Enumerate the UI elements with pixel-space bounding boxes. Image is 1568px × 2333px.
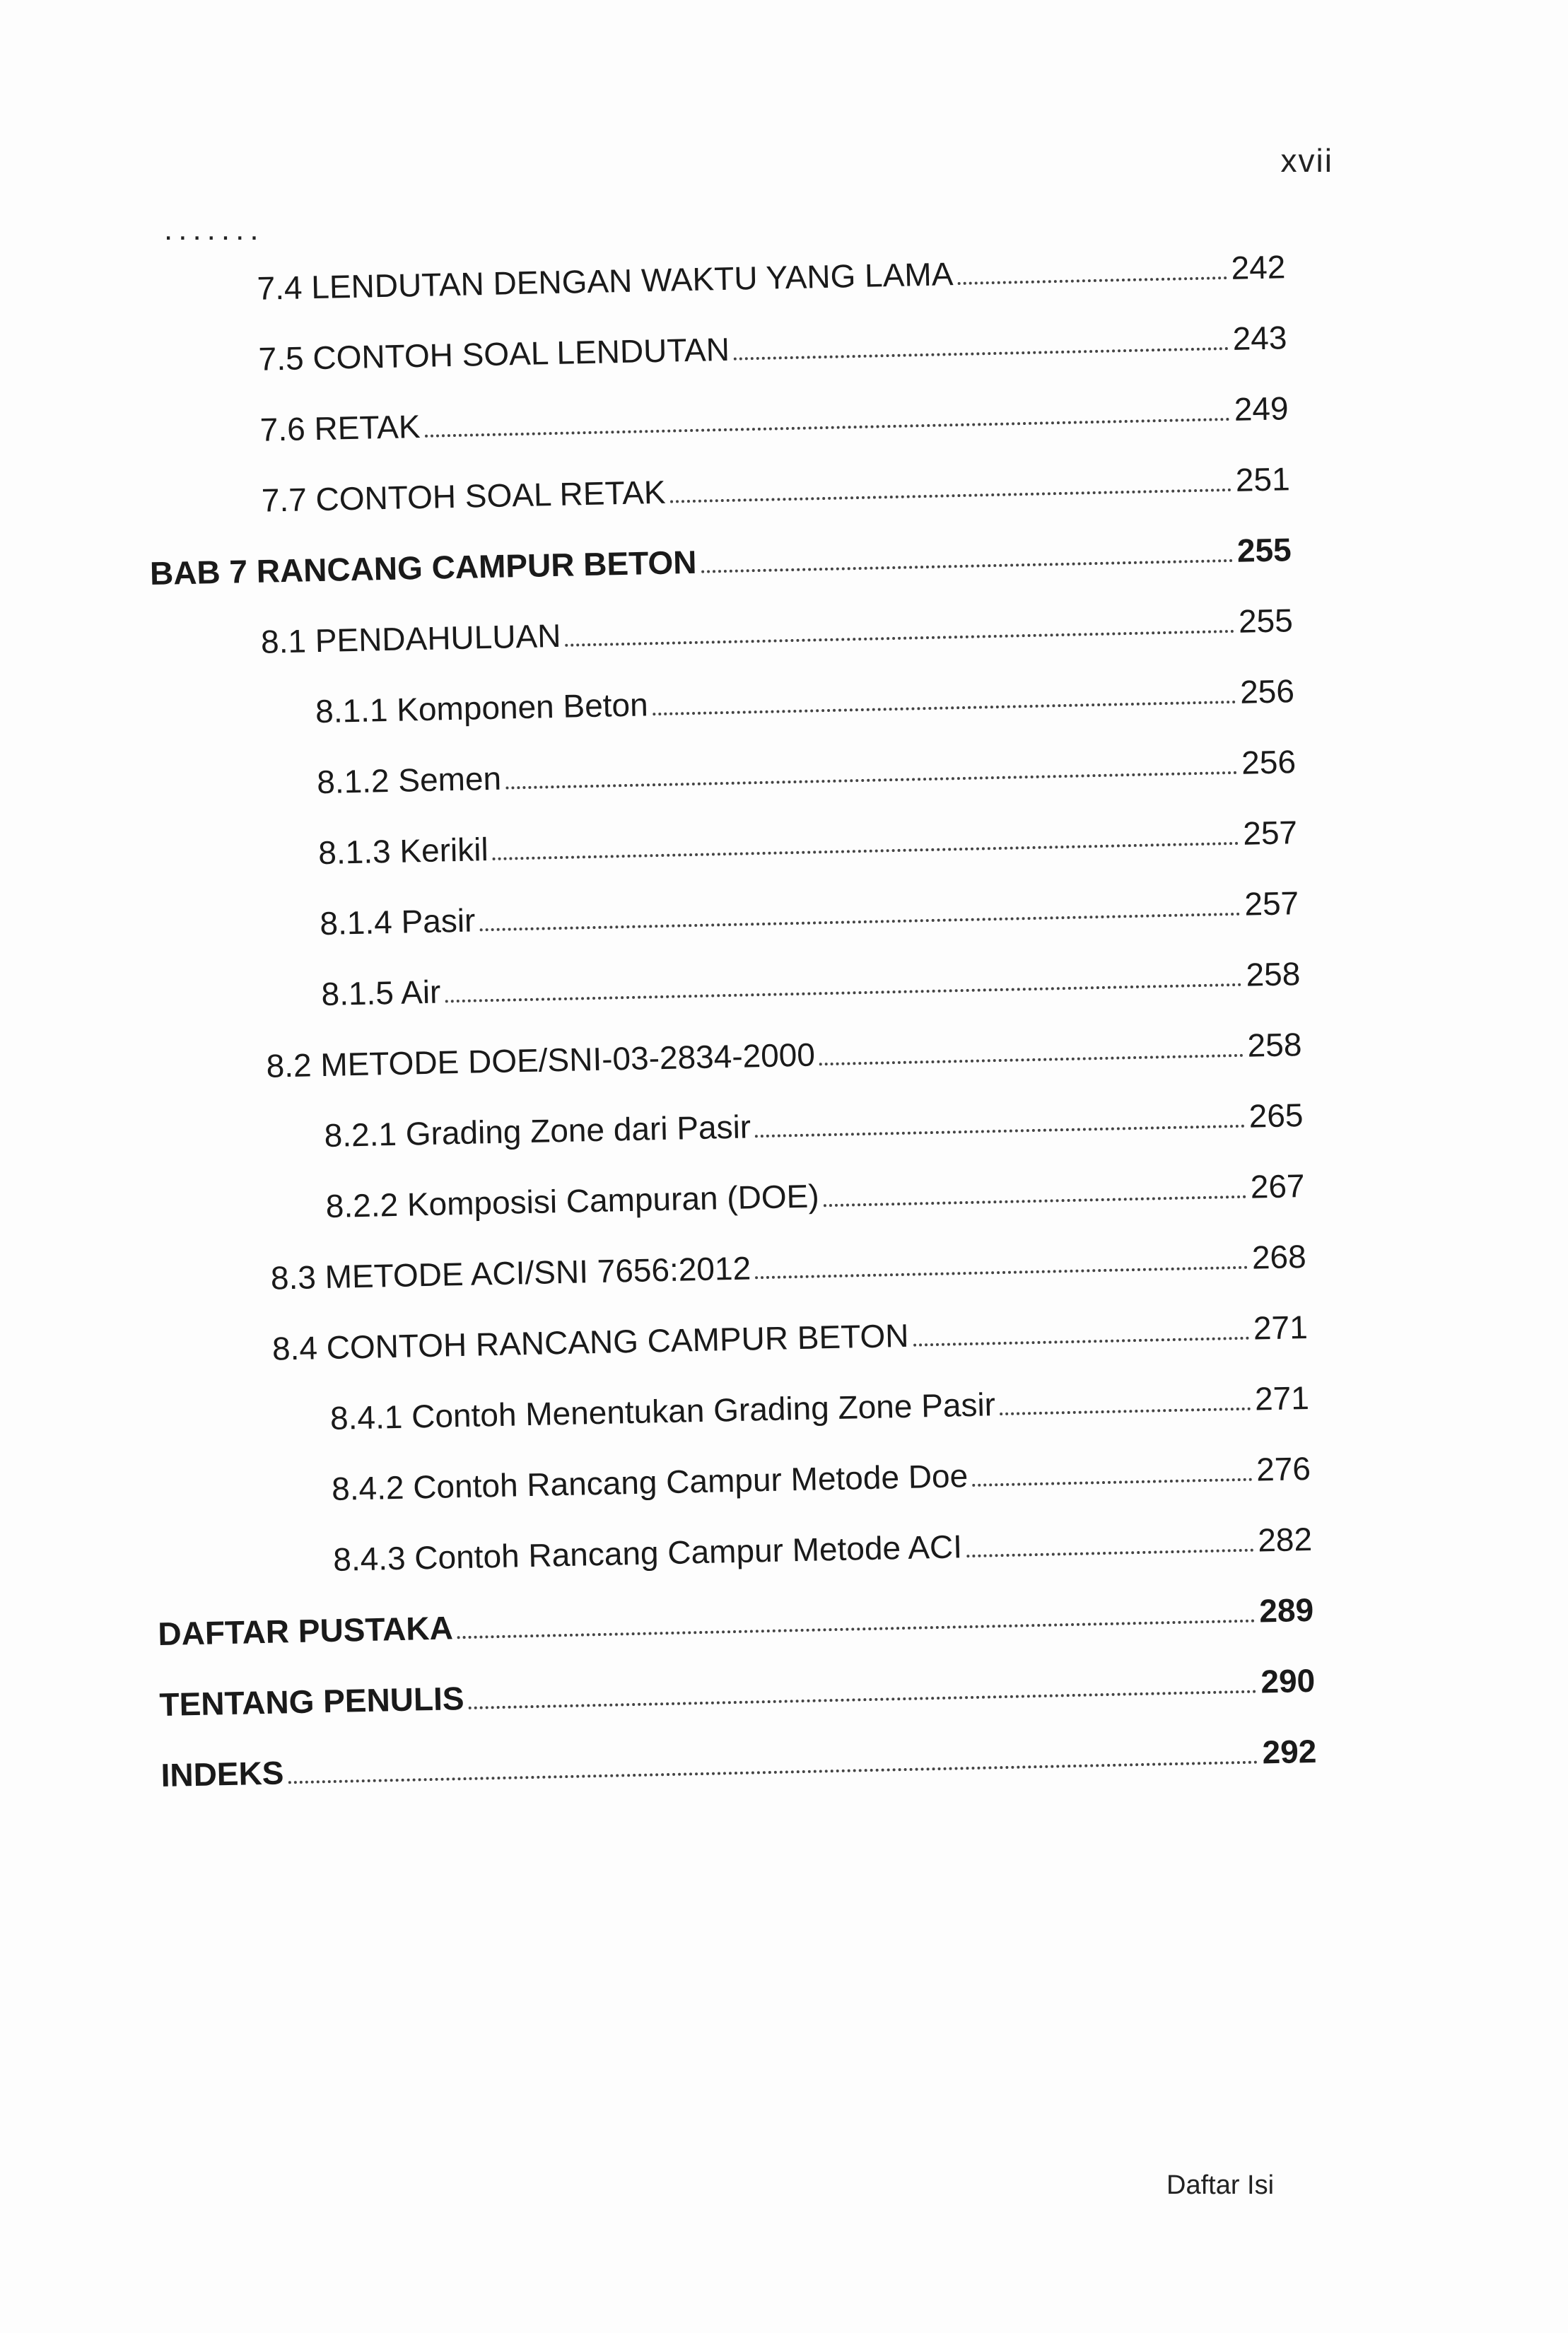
toc-entry	[270, 1237, 1306, 1304]
leading-dots: .......	[164, 212, 264, 247]
toc-entry-label: 8.4.2 Contoh Rancang Campur Metode Doe	[331, 1457, 969, 1507]
toc-entry-page: 258	[1245, 955, 1301, 993]
toc-entry	[315, 672, 1295, 737]
toc-entry	[259, 389, 1289, 455]
toc-entry-label: 8.3 METODE ACI/SNI 7656:2012	[270, 1249, 751, 1297]
toc-entry-page: 255	[1236, 531, 1292, 569]
toc-leader-dots	[958, 276, 1227, 285]
toc-entry-page: 271	[1254, 1379, 1310, 1417]
toc-entry	[271, 1308, 1308, 1375]
toc-leader-dots	[966, 1549, 1253, 1558]
footer-section-label: Daftar Isi	[1166, 2170, 1275, 2200]
toc-entry-page: 271	[1253, 1308, 1309, 1347]
toc-leader-dots	[469, 1690, 1257, 1709]
toc-entry	[325, 1166, 1305, 1232]
toc-leader-dots	[972, 1478, 1252, 1487]
toc-leader-dots	[819, 1054, 1244, 1066]
toc-entry-page: 257	[1242, 814, 1298, 852]
toc-leader-dots	[288, 1761, 1258, 1784]
toc-entry	[317, 742, 1297, 808]
toc-entry-page: 256	[1239, 672, 1295, 711]
toc-entry-page: 258	[1247, 1026, 1302, 1064]
toc-leader-dots	[445, 983, 1242, 1003]
page-number: xvii	[1280, 142, 1333, 179]
toc-entry	[261, 601, 1294, 668]
toc-leader-dots	[566, 630, 1235, 647]
toc-entry-page: 292	[1261, 1732, 1317, 1771]
toc-leader-dots	[824, 1195, 1246, 1208]
toc-chapter-entry	[149, 530, 1292, 600]
toc-leader-dots	[653, 701, 1236, 715]
toc-leader-dots	[913, 1337, 1250, 1347]
toc-entry-label: DAFTAR PUSTAKA	[157, 1609, 454, 1653]
toc-chapter-entry	[158, 1591, 1314, 1660]
toc-entry-page: 242	[1231, 248, 1286, 286]
toc-entry-label: 7.6 RETAK	[259, 407, 421, 448]
toc-entry	[332, 1449, 1311, 1515]
toc-entry-label: 8.1.1 Komponen Beton	[315, 686, 649, 730]
toc-entry	[266, 1025, 1302, 1092]
toc-entry-label: 8.4 CONTOH RANCANG CAMPUR BETON	[271, 1316, 909, 1367]
toc-chapter-entry	[160, 1732, 1317, 1801]
toc-entry-label: 7.4 LENDUTAN DENGAN WAKTU YANG LAMA	[257, 255, 954, 307]
toc-entry	[261, 460, 1290, 526]
toc-chapter-entry	[159, 1661, 1316, 1731]
toc-entry-label: 7.5 CONTOH SOAL LENDUTAN	[258, 330, 730, 378]
toc-entry	[257, 247, 1286, 314]
toc-entry-page: 290	[1260, 1661, 1316, 1700]
toc-entry-label: 8.1.4 Pasir	[319, 901, 476, 942]
toc-entry-label: 8.2.1 Grading Zone dari Pasir	[324, 1108, 751, 1154]
toc-leader-dots	[670, 489, 1231, 503]
toc-entry-label: TENTANG PENULIS	[158, 1680, 465, 1724]
toc-entry	[318, 813, 1298, 879]
toc-entry-label: INDEKS	[160, 1754, 284, 1794]
toc-leader-dots	[457, 1620, 1256, 1639]
toc-entry-label: 8.1 PENDAHULUAN	[260, 616, 561, 660]
toc-leader-dots	[505, 771, 1237, 790]
toc-entry-label: 7.7 CONTOH SOAL RETAK	[261, 473, 667, 519]
toc-entry-label: 8.4.3 Contoh Rancang Campur Metode ACI	[332, 1528, 963, 1578]
toc-entry-label: 8.1.3 Kerikil	[317, 831, 489, 872]
toc-entry-label: BAB 7 RANCANG CAMPUR BETON	[149, 543, 697, 592]
toc-leader-dots	[755, 1125, 1245, 1138]
toc-entry-label: 8.1.2 Semen	[316, 759, 502, 801]
toc-entry-label: 8.4.1 Contoh Menentukan Grading Zone Pasir	[329, 1386, 996, 1437]
toc-leader-dots	[1000, 1408, 1251, 1415]
toc-leader-dots	[493, 842, 1239, 860]
toc-entry-label: 8.1.5 Air	[320, 973, 441, 1013]
toc-leader-dots	[755, 1266, 1248, 1280]
toc-entry-page: 265	[1248, 1097, 1304, 1135]
toc-leader-dots	[425, 418, 1230, 438]
toc-entry-page: 249	[1234, 390, 1289, 428]
toc-entry	[321, 954, 1301, 1020]
toc-entry	[330, 1379, 1310, 1444]
toc-entry-label: 8.2.2 Komposisi Campuran (DOE)	[325, 1177, 820, 1224]
toc-entry-page: 268	[1251, 1237, 1307, 1276]
toc-entry-page: 243	[1232, 319, 1287, 357]
toc-entry-page: 267	[1250, 1167, 1306, 1205]
toc-entry-page: 282	[1257, 1520, 1313, 1559]
toc-entry	[333, 1520, 1313, 1586]
toc-entry-page: 255	[1238, 602, 1294, 640]
toc-entry-page: 256	[1241, 743, 1297, 781]
toc-leader-dots	[701, 559, 1234, 573]
toc-entry-page: 251	[1235, 460, 1291, 498]
toc-entry	[258, 318, 1287, 385]
toc-entry-page: 257	[1244, 884, 1299, 923]
toc-leader-dots	[734, 347, 1229, 361]
toc-entry	[324, 1096, 1304, 1162]
toc-leader-dots	[480, 913, 1241, 932]
toc-entry-page: 289	[1258, 1591, 1314, 1630]
toc-entry-label: 8.2 METODE DOE/SNI-03-2834-2000	[266, 1036, 816, 1084]
toc-entry-page: 276	[1256, 1449, 1311, 1488]
toc-entry	[320, 884, 1299, 949]
